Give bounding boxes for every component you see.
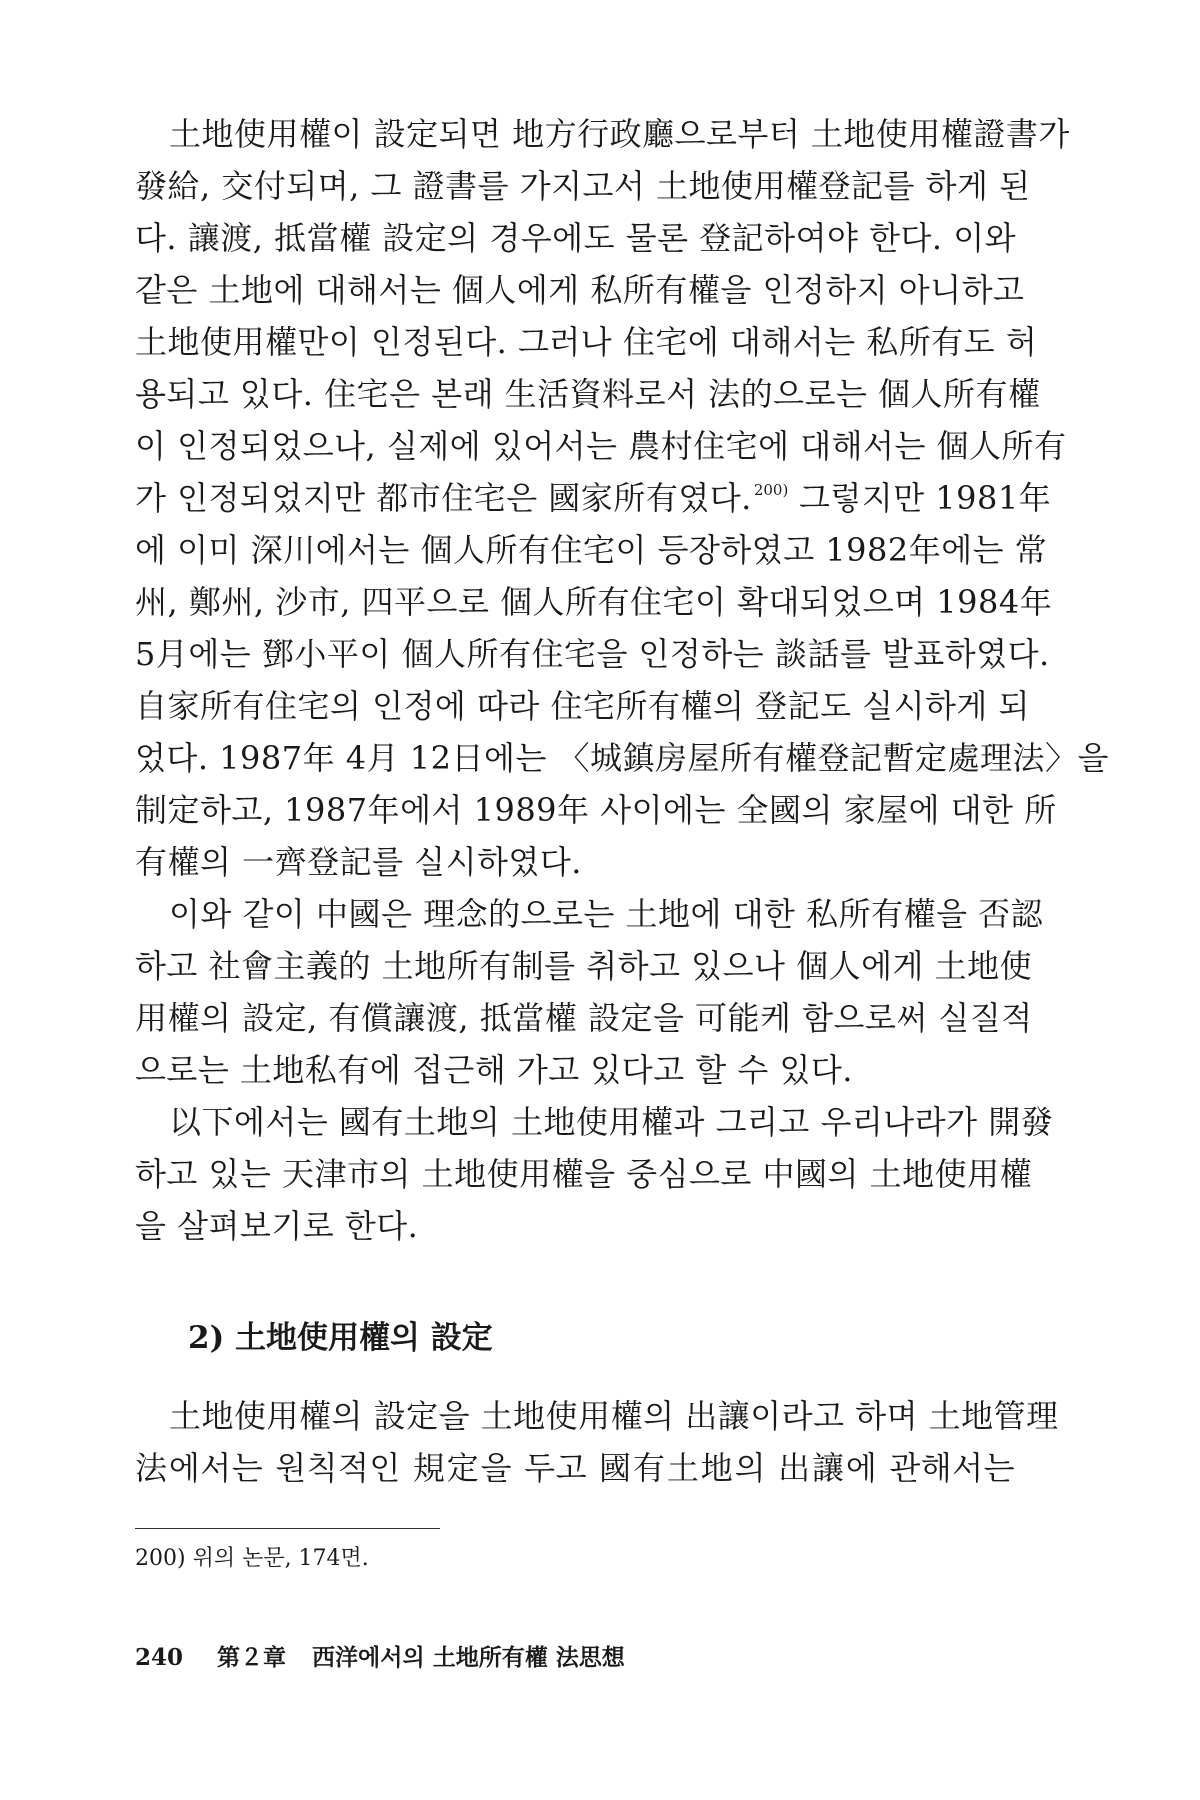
text-line: 土地使用權이 設定되면 地方行政廳으로부터 土地使用權證書가 <box>169 115 1070 153</box>
text-line: 土地使用權만이 인정된다. 그러나 住宅에 대해서는 私所有도 허 <box>135 323 1038 361</box>
chapter-title: 西洋에서의 土地所有權 法思想 <box>312 1644 625 1671</box>
text-line: 以下에서는 國有土地의 土地使用權과 그리고 우리나라가 開發 <box>169 1103 1054 1141</box>
section-heading: 2) 土地使用權의 設定 <box>188 1320 493 1356</box>
text-line: 自家所有住宅의 인정에 따라 住宅所有權의 登記도 실시하게 되 <box>135 687 1030 725</box>
text-line: 에 이미 深川에서는 個人所有住宅이 등장하였고 1982年에는 常 <box>135 531 1048 569</box>
text-line: 5月에는 鄧小平이 個人所有住宅을 인정하는 談話를 발표하였다. <box>135 635 1050 673</box>
footnote: 200) 위의 논문, 174면. <box>135 1546 369 1571</box>
chapter-label: 第２章 <box>217 1644 287 1671</box>
text-segment: 그렇지만 1981年 <box>788 479 1052 517</box>
paragraph-land-use-rights-registration <box>135 108 1109 888</box>
body-text <box>135 108 1109 1252</box>
text-line-with-footnote <box>135 472 1052 524</box>
paragraph-land-use-rights-setting <box>135 1390 1059 1494</box>
text-line: 用權의 設定, 有償讓渡, 抵當權 設定을 可能케 함으로써 실질적 <box>135 999 1033 1037</box>
page-number: 240 <box>135 1644 184 1671</box>
section-body-text <box>135 1390 1059 1494</box>
text-line: 용되고 있다. 住宅은 본래 生活資料로서 法的으로는 個人所有權 <box>135 375 1041 413</box>
text-line: 같은 土地에 대해서는 個人에게 私所有權을 인정하지 아니하고 <box>135 271 1025 309</box>
text-line: 州, 鄭州, 沙市, 四平으로 個人所有住宅이 확대되었으며 1984年 <box>135 583 1053 621</box>
text-line: 다. 讓渡, 抵當權 設定의 경우에도 물론 登記하여야 한다. 이와 <box>135 219 1017 257</box>
text-line: 으로는 土地私有에 접근해 가고 있다고 할 수 있다. <box>135 1051 853 1089</box>
page-footer <box>135 1642 625 1674</box>
text-segment: 가 인정되었지만 都市住宅은 國家所有였다. <box>135 479 752 517</box>
text-line: 土地使用權의 設定을 土地使用權의 出讓이라고 하며 土地管理 <box>169 1397 1059 1435</box>
text-line: 하고 있는 天津市의 土地使用權을 중심으로 中國의 土地使用權 <box>135 1155 1033 1193</box>
paragraph-introduction <box>135 1096 1054 1252</box>
text-line: 하고 社會主義的 土地所有制를 취하고 있으나 個人에게 土地使 <box>135 947 1033 985</box>
text-line: 이 인정되었으나, 실제에 있어서는 農村住宅에 대해서는 個人所有 <box>135 427 1067 465</box>
text-line: 有權의 一齊登記를 실시하였다. <box>135 843 582 881</box>
text-line: 制定하고, 1987年에서 1989年 사이에는 全國의 家屋에 대한 所 <box>135 791 1057 829</box>
text-line: 法에서는 원칙적인 規定을 두고 國有土地의 出讓에 관해서는 <box>135 1449 1015 1487</box>
footnote-reference: 200) <box>753 481 789 499</box>
text-line: 었다. 1987年 4月 12日에는 〈城鎮房屋所有權登記暫定處理法〉을 <box>135 739 1109 777</box>
paragraph-china-land-ownership <box>135 888 1044 1096</box>
footnote-divider <box>135 1528 440 1529</box>
text-line: 發給, 交付되며, 그 證書를 가지고서 土地使用權登記를 하게 된 <box>135 167 1031 205</box>
text-line: 이와 같이 中國은 理念的으로는 土地에 대한 私所有權을 否認 <box>169 895 1044 933</box>
text-line: 을 살펴보기로 한다. <box>135 1207 419 1245</box>
